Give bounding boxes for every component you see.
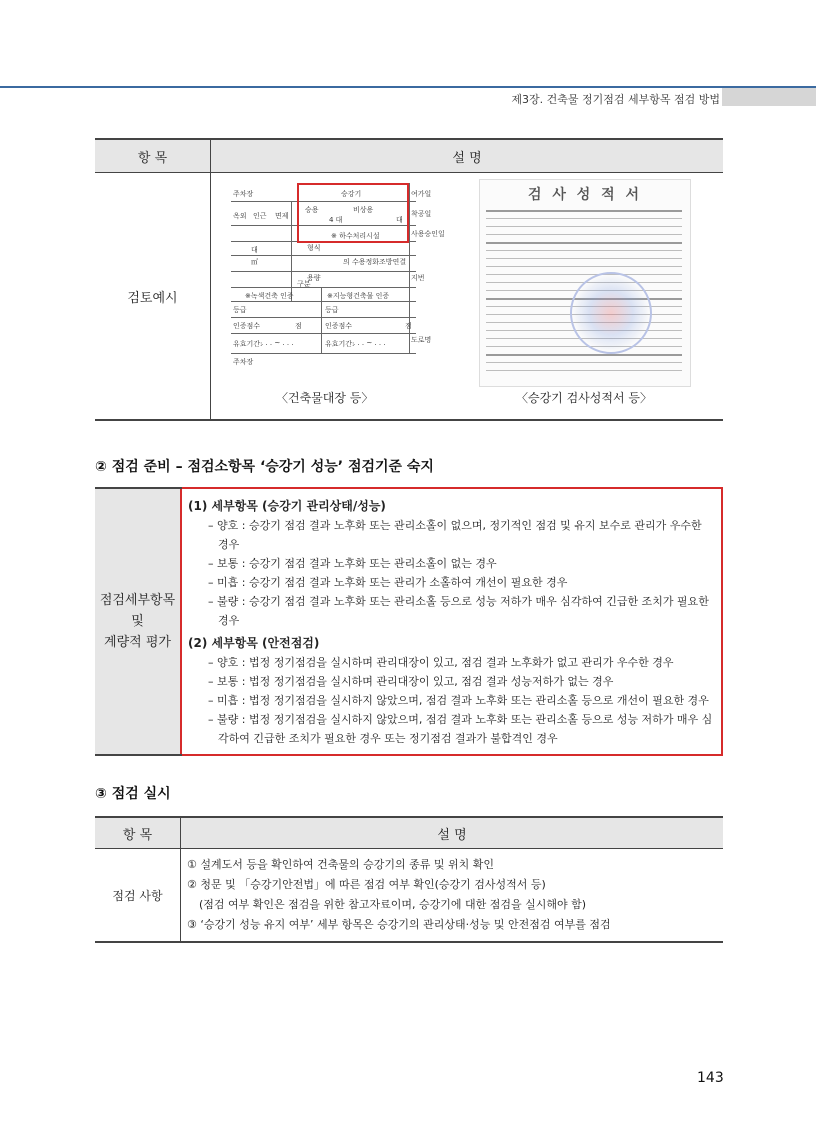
doc1-field: ※녹색건축 인증: [245, 292, 294, 300]
caption-inspection-certificate: 〈승강기 검사성적서 등〉: [516, 391, 652, 405]
doc1-field: 점: [295, 322, 302, 330]
doc1-field: . . . ~ . . .: [261, 339, 294, 347]
doc1-field: 사용승인일: [411, 230, 445, 238]
doc1-field: 점: [405, 322, 412, 330]
criteria-body: [181, 488, 722, 755]
doc1-field: 면제: [275, 212, 289, 220]
doc1-field: . . . ~ . . .: [353, 339, 386, 347]
criteria-table: [95, 487, 723, 756]
doc1-field: 주차장: [233, 358, 254, 366]
doc1-field: ㎡: [251, 258, 258, 266]
doc1-field: 비상용: [353, 206, 374, 214]
inspection-body: [181, 849, 724, 943]
inspection-line: (점검 여부 확인은 점검을 위한 참고자료이며, 승강기에 대한 점검을 실시해야 함): [199, 898, 587, 911]
criteria-label-line: 및: [131, 614, 144, 629]
doc1-field: 4 대: [329, 216, 343, 224]
elevator-highlight-box: [297, 183, 409, 243]
doc1-field: 지번: [411, 274, 425, 282]
doc1-field: 승강기: [341, 190, 362, 198]
doc1-field: 등급: [233, 306, 247, 314]
doc1-field: 구분: [297, 280, 311, 288]
certificate-title: 검 사 성 적 서: [527, 187, 643, 203]
doc1-field: 인근: [253, 212, 267, 220]
doc1-field: 형식: [307, 244, 321, 252]
doc1-field: 인증점수: [325, 322, 353, 330]
criteria-label-line: 점검세부항목: [99, 593, 176, 608]
section3-heading: ③ 점검 실시: [95, 786, 171, 802]
header-rule: [0, 86, 816, 88]
criteria-item: – 양호 : 승강기 점검 결과 노후화 또는 관리소홀이 없으며, 정기적인 점검 및 유지 보수로 관리가 우수한 경우: [208, 519, 702, 551]
inspection-certificate-image: [479, 179, 691, 387]
row-label-example: 검토예시: [95, 173, 211, 421]
doc1-field: 여가일: [411, 190, 432, 198]
doc1-field: 의 수용정화조방연결: [343, 258, 407, 266]
doc1-field: 등급: [325, 306, 339, 314]
seal-stamp: [570, 272, 652, 354]
col-header-desc: 설 명: [211, 139, 724, 173]
building-register-image: [231, 183, 445, 383]
inspection-line: ① 설계도서 등을 확인하여 건축물의 승강기의 종류 및 위치 확인: [187, 858, 494, 871]
criteria-item: – 미흡 : 법정 정기점검을 실시하지 않았으며, 점검 결과 노후화 또는 관리소홀 등으로 개선이 필요한 경우: [208, 694, 709, 707]
doc1-field: 승용: [305, 206, 319, 214]
doc1-field: ※지능형건축물 인증: [327, 292, 390, 300]
criteria-item: – 불량 : 법정 정기점검을 실시하지 않았으며, 점검 결과 노후화 또는 관리소홀 등으로 성능 저하가 매우 심각하여 긴급한 조치가 필요한 경우 또는 정기점검 결과가 불합격인 경우: [208, 713, 713, 745]
section2-heading: ② 점검 준비 – 점검소항목 ‘승강기 성능’ 점검기준 숙지: [95, 459, 434, 475]
criteria-item: – 양호 : 법정 정기점검을 실시하며 관리대장이 있고, 점검 결과 노후화가 없고 관리가 우수한 경우: [208, 656, 674, 669]
doc1-field: 대: [251, 246, 258, 254]
criteria-label: [95, 488, 181, 755]
inspection-line: ③ ‘승강기 성능 유지 여부’ 세부 항목은 승강기의 관리상태·성능 및 안전점검 여부를 점검: [187, 918, 611, 931]
chapter-title: 제3장. 건축물 정기점검 세부항목 점검 방법: [511, 93, 720, 106]
example-images-cell: [211, 173, 724, 421]
criteria-item: – 보통 : 승강기 점검 결과 노후화 또는 관리소홀이 없는 경우: [208, 557, 497, 570]
row-label-inspection: 점검 사항: [95, 849, 181, 943]
criteria-item: – 미흡 : 승강기 점검 결과 노후화 또는 관리가 소홀하여 개선이 필요한 경우: [208, 576, 568, 589]
inspection-table: [95, 816, 723, 943]
col-header-item: 항 목: [95, 139, 211, 173]
criteria-label-line: 계량적 평가: [104, 635, 171, 650]
subitem-title-1: (1) 세부항목 (승강기 관리상태/성능): [188, 499, 386, 513]
inspection-line: ② 청문 및 「승강기안전법」에 따른 점검 여부 확인(승강기 검사성적서 등): [187, 878, 546, 891]
doc1-field: 유효기간:: [325, 340, 355, 348]
doc1-field: 유효기간:: [233, 340, 263, 348]
subitem-title-2: (2) 세부항목 (안전점검): [188, 636, 320, 650]
doc1-field: 대: [396, 216, 403, 224]
doc1-field: 용량: [307, 274, 321, 282]
caption-building-register: 〈건축물대장 등〉: [276, 391, 374, 405]
doc1-field: 주차장: [233, 190, 254, 198]
doc1-field: 도로명: [411, 336, 432, 344]
doc1-field: 인증점수: [233, 322, 261, 330]
doc1-field: 착공일: [411, 210, 432, 218]
doc1-field: 옥외: [233, 212, 247, 220]
col-header-item: 항 목: [95, 817, 181, 849]
example-table: [95, 138, 723, 421]
col-header-desc: 설 명: [181, 817, 724, 849]
page-number: 143: [697, 1070, 724, 1086]
criteria-item: – 불량 : 승강기 점검 결과 노후화 또는 관리소홀 등으로 성능 저하가 매우 심각하여 긴급한 조치가 필요한 경우: [208, 595, 709, 627]
header-tab: [722, 88, 816, 106]
criteria-item: – 보통 : 법정 정기점검을 실시하며 관리대장이 있고, 점검 결과 성능저하가 없는 경우: [208, 675, 614, 688]
doc1-field: ※ 하수처리시설: [331, 232, 380, 240]
